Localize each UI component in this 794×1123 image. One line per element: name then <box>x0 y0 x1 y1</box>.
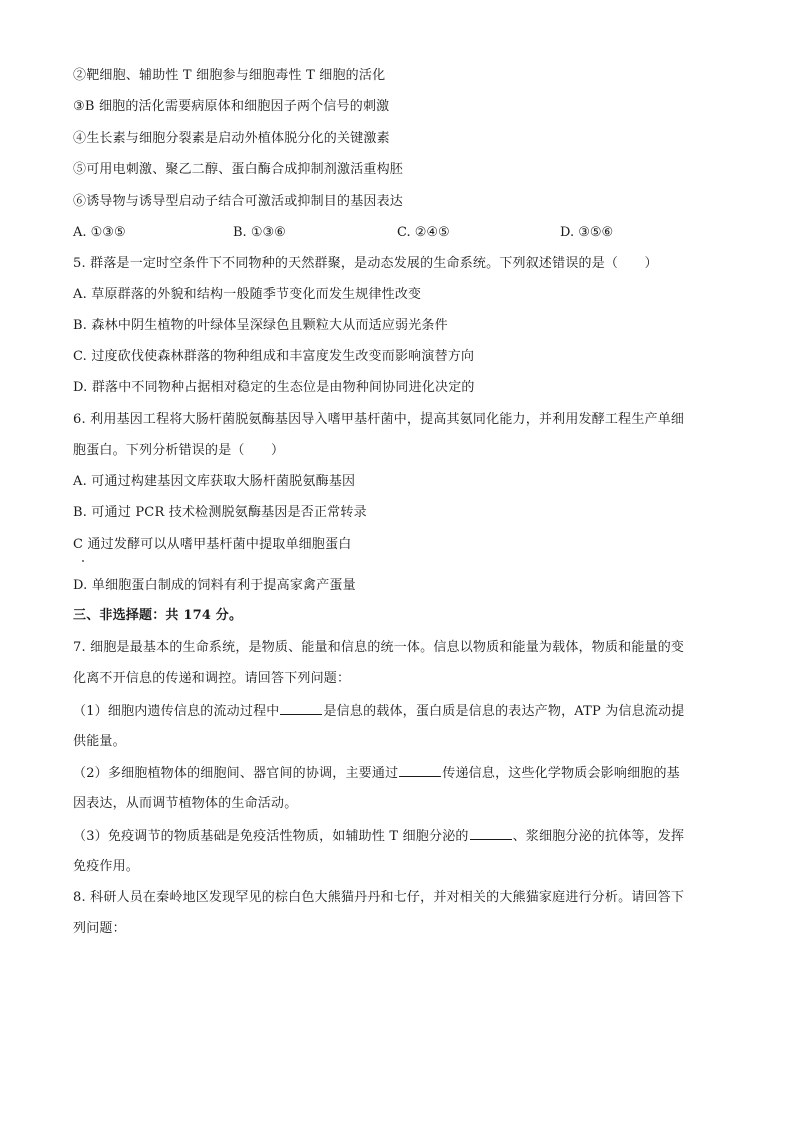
q7-part3-text-b: 、浆细胞分泌的抗体等，发挥 <box>512 829 685 844</box>
q7-part2-line1 <box>73 764 680 783</box>
q6-option-c: C 通过发酵可以从嗜甲基杆菌中提取单细胞蛋白 <box>73 537 352 552</box>
q6-option-a: A. 可通过构建基因文库获取大肠杆菌脱氨酶基因 <box>73 474 356 489</box>
q5-option-a: A. 草原群落的外貌和结构一般随季节变化而发生规律性改变 <box>73 287 422 302</box>
q7-stem-line1: 7. 细胞是最基本的生命系统，是物质、能量和信息的统一体。信息以物质和能量为载体，物质和能量的变 <box>73 640 685 655</box>
q6-stem-line1: 6. 利用基因工程将大肠杆菌脱氨酶基因导入嗜甲基杆菌中，提高其氨同化能力，并利用发酵工程生产单细 <box>73 412 685 427</box>
q5-option-c: C. 过度砍伐使森林群落的物种组成和丰富度发生改变而影响演替方向 <box>73 349 475 364</box>
q5-option-d: D. 群落中不同物种占据相对稳定的生态位是由物种间协同进化决定的 <box>73 380 475 395</box>
q6-stem-line2: 胞蛋白。下列分析错误的是（ ） <box>73 443 285 458</box>
q8-stem-line1: 8. 科研人员在秦岭地区发现罕见的棕白色大熊猫丹丹和七仔，并对相关的大熊猫家庭进行分析。请回答下 <box>73 890 685 905</box>
q4-item-2: ②靶细胞、辅助性 T 细胞参与细胞毒性 T 细胞的活化 <box>73 68 386 83</box>
q7-part3-line1 <box>73 827 684 846</box>
q8-stem-line2: 列问题： <box>73 921 126 936</box>
q7-part1-line1 <box>73 702 685 721</box>
q4-option-d: D. ③⑤⑥ <box>560 225 614 240</box>
q7-part3-text-a: （3）免疫调节的物质基础是免疫活性物质，如辅助性 T 细胞分泌的 <box>73 829 469 844</box>
q7-part3-line2: 免疫作用。 <box>73 859 140 874</box>
q4-item-3: ③B 细胞的活化需要病原体和细胞因子两个信号的刺激 <box>73 99 390 114</box>
stray-dot-mark <box>82 560 84 562</box>
q4-option-b: B. ①③⑥ <box>233 225 286 240</box>
q5-option-b: B. 森林中阴生植物的叶绿体呈深绿色且颗粒大从而适应弱光条件 <box>73 318 448 333</box>
q6-option-d: D. 单细胞蛋白制成的饲料有利于提高家禽产蛋量 <box>73 578 356 593</box>
q7-part2-text-b: 传递信息，这些化学物质会影响细胞的基 <box>442 766 680 781</box>
q4-option-c: C. ②④⑤ <box>397 225 450 240</box>
q7-stem-line2: 化离不开信息的传递和调控。请回答下列问题： <box>73 671 351 686</box>
q5-stem: 5. 群落是一定时空条件下不同物种的天然群聚，是动态发展的生命系统。下列叙述错误的是（ ） <box>73 256 658 271</box>
q7-part3-blank[interactable] <box>470 827 512 840</box>
q7-part1-text-a: （1）细胞内遗传信息的流动过程中 <box>73 704 280 719</box>
q7-part2-text-a: （2）多细胞植物体的细胞间、器官间的协调，主要通过 <box>73 766 399 781</box>
q4-item-4: ④生长素与细胞分裂素是启动外植体脱分化的关键激素 <box>73 131 390 146</box>
q7-part1-blank[interactable] <box>280 702 322 715</box>
section-3-heading: 三、非选择题：共 174 分。 <box>73 608 243 623</box>
q7-part2-line2: 因表达，从而调节植物体的生命活动。 <box>73 796 298 811</box>
q7-part2-blank[interactable] <box>399 764 441 777</box>
q7-part1-text-b: 是信息的载体，蛋白质是信息的表达产物，ATP 为信息流动提 <box>323 704 685 719</box>
q4-item-6: ⑥诱导物与诱导型启动子结合可激活或抑制目的基因表达 <box>73 194 404 209</box>
q6-option-b: B. 可通过 PCR 技术检测脱氨酶基因是否正常转录 <box>73 505 367 520</box>
q4-item-5: ⑤可用电刺激、聚乙二醇、蛋白酶合成抑制剂激活重构胚 <box>73 162 404 177</box>
q4-option-a: A. ①③⑤ <box>73 225 126 240</box>
q7-part1-line2: 供能量。 <box>73 734 126 749</box>
